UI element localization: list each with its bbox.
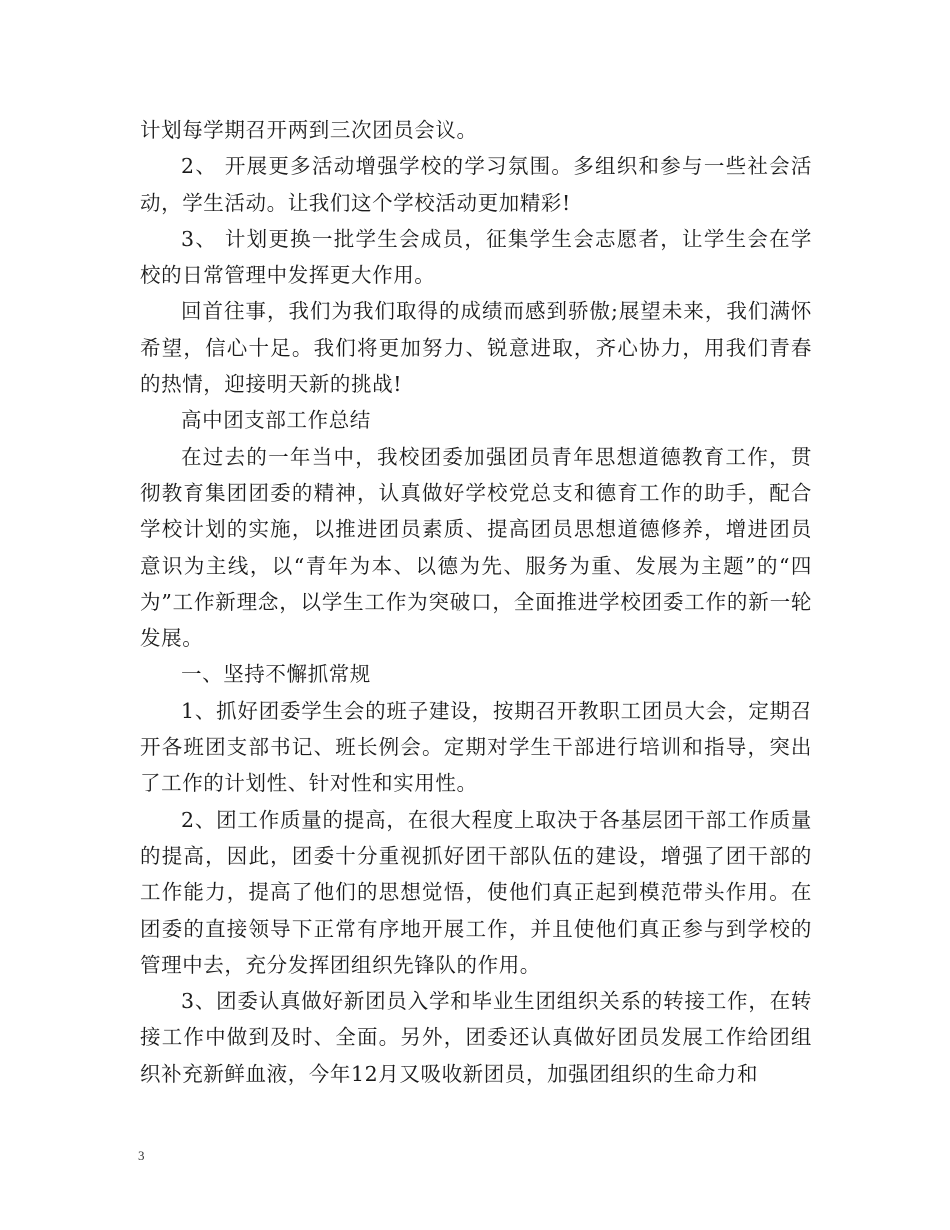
paragraph-intro: 在过去的一年当中，我校团委加强团员青年思想道德教育工作，贯彻教育集团团委的精神，认真做好学校党总支和德育工作的助手，配合学校计划的实施，以推进团员素质、提高团员思想道德修养，增进团员意识为主线，以“青年为本、以德为先、服务为重、发展为主题”的“四为”工作新理念，以学生工作为突破口，全面推进学校团委工作的新一轮发展。 (140, 444, 812, 651)
paragraph-continuation: 计划每学期召开两到三次团员会议。 (140, 118, 478, 142)
section-heading-1: 一、坚持不懈抓常规 (181, 662, 371, 687)
page-number: 3 (138, 1148, 145, 1163)
section-title: 高中团支部工作总结 (181, 408, 371, 433)
document-body (140, 112, 812, 1092)
paragraph-plan-3: 3、 计划更换一批学生会成员，征集学生会志愿者，让学生会在学校的日常管理中发挥更大作用。 (140, 226, 812, 288)
paragraph-item-1: 1、抓好团委学生会的班子建设，按期召开教职工团员大会，定期召开各班团支部书记、班长例会。定期对学生干部进行培训和指导，突出了工作的计划性、针对性和实用性。 (140, 698, 812, 796)
paragraph-conclusion: 回首往事，我们为我们取得的成绩而感到骄傲;展望未来，我们满怀希望，信心十足。我们将更加努力、锐意进取，齐心协力，用我们青春的热情，迎接明天新的挑战! (140, 299, 812, 397)
paragraph-item-3: 3、团委认真做好新团员入学和毕业生团组织关系的转接工作，在转接工作中做到及时、全面。另外，团委还认真做好团员发展工作给团组织补充新鲜血液，今年12月又吸收新团员，加强团组织的生命力和 (140, 989, 812, 1086)
paragraph-plan-2: 2、 开展更多活动增强学校的学习氛围。多组织和参与一些社会活动，学生活动。让我们这个学校活动更加精彩! (140, 154, 812, 215)
paragraph-item-2: 2、团工作质量的提高，在很大程度上取决于各基层团干部工作质量的提高，因此，团委十分重视抓好团干部队伍的建设，增强了团干部的工作能力，提高了他们的思想觉悟，使他们真正起到模范带头作用。在团委的直接领导下正常有序地开展工作，并且使他们真正参与到学校的管理中去，充分发挥团组织先锋队的作用。 (140, 807, 812, 977)
